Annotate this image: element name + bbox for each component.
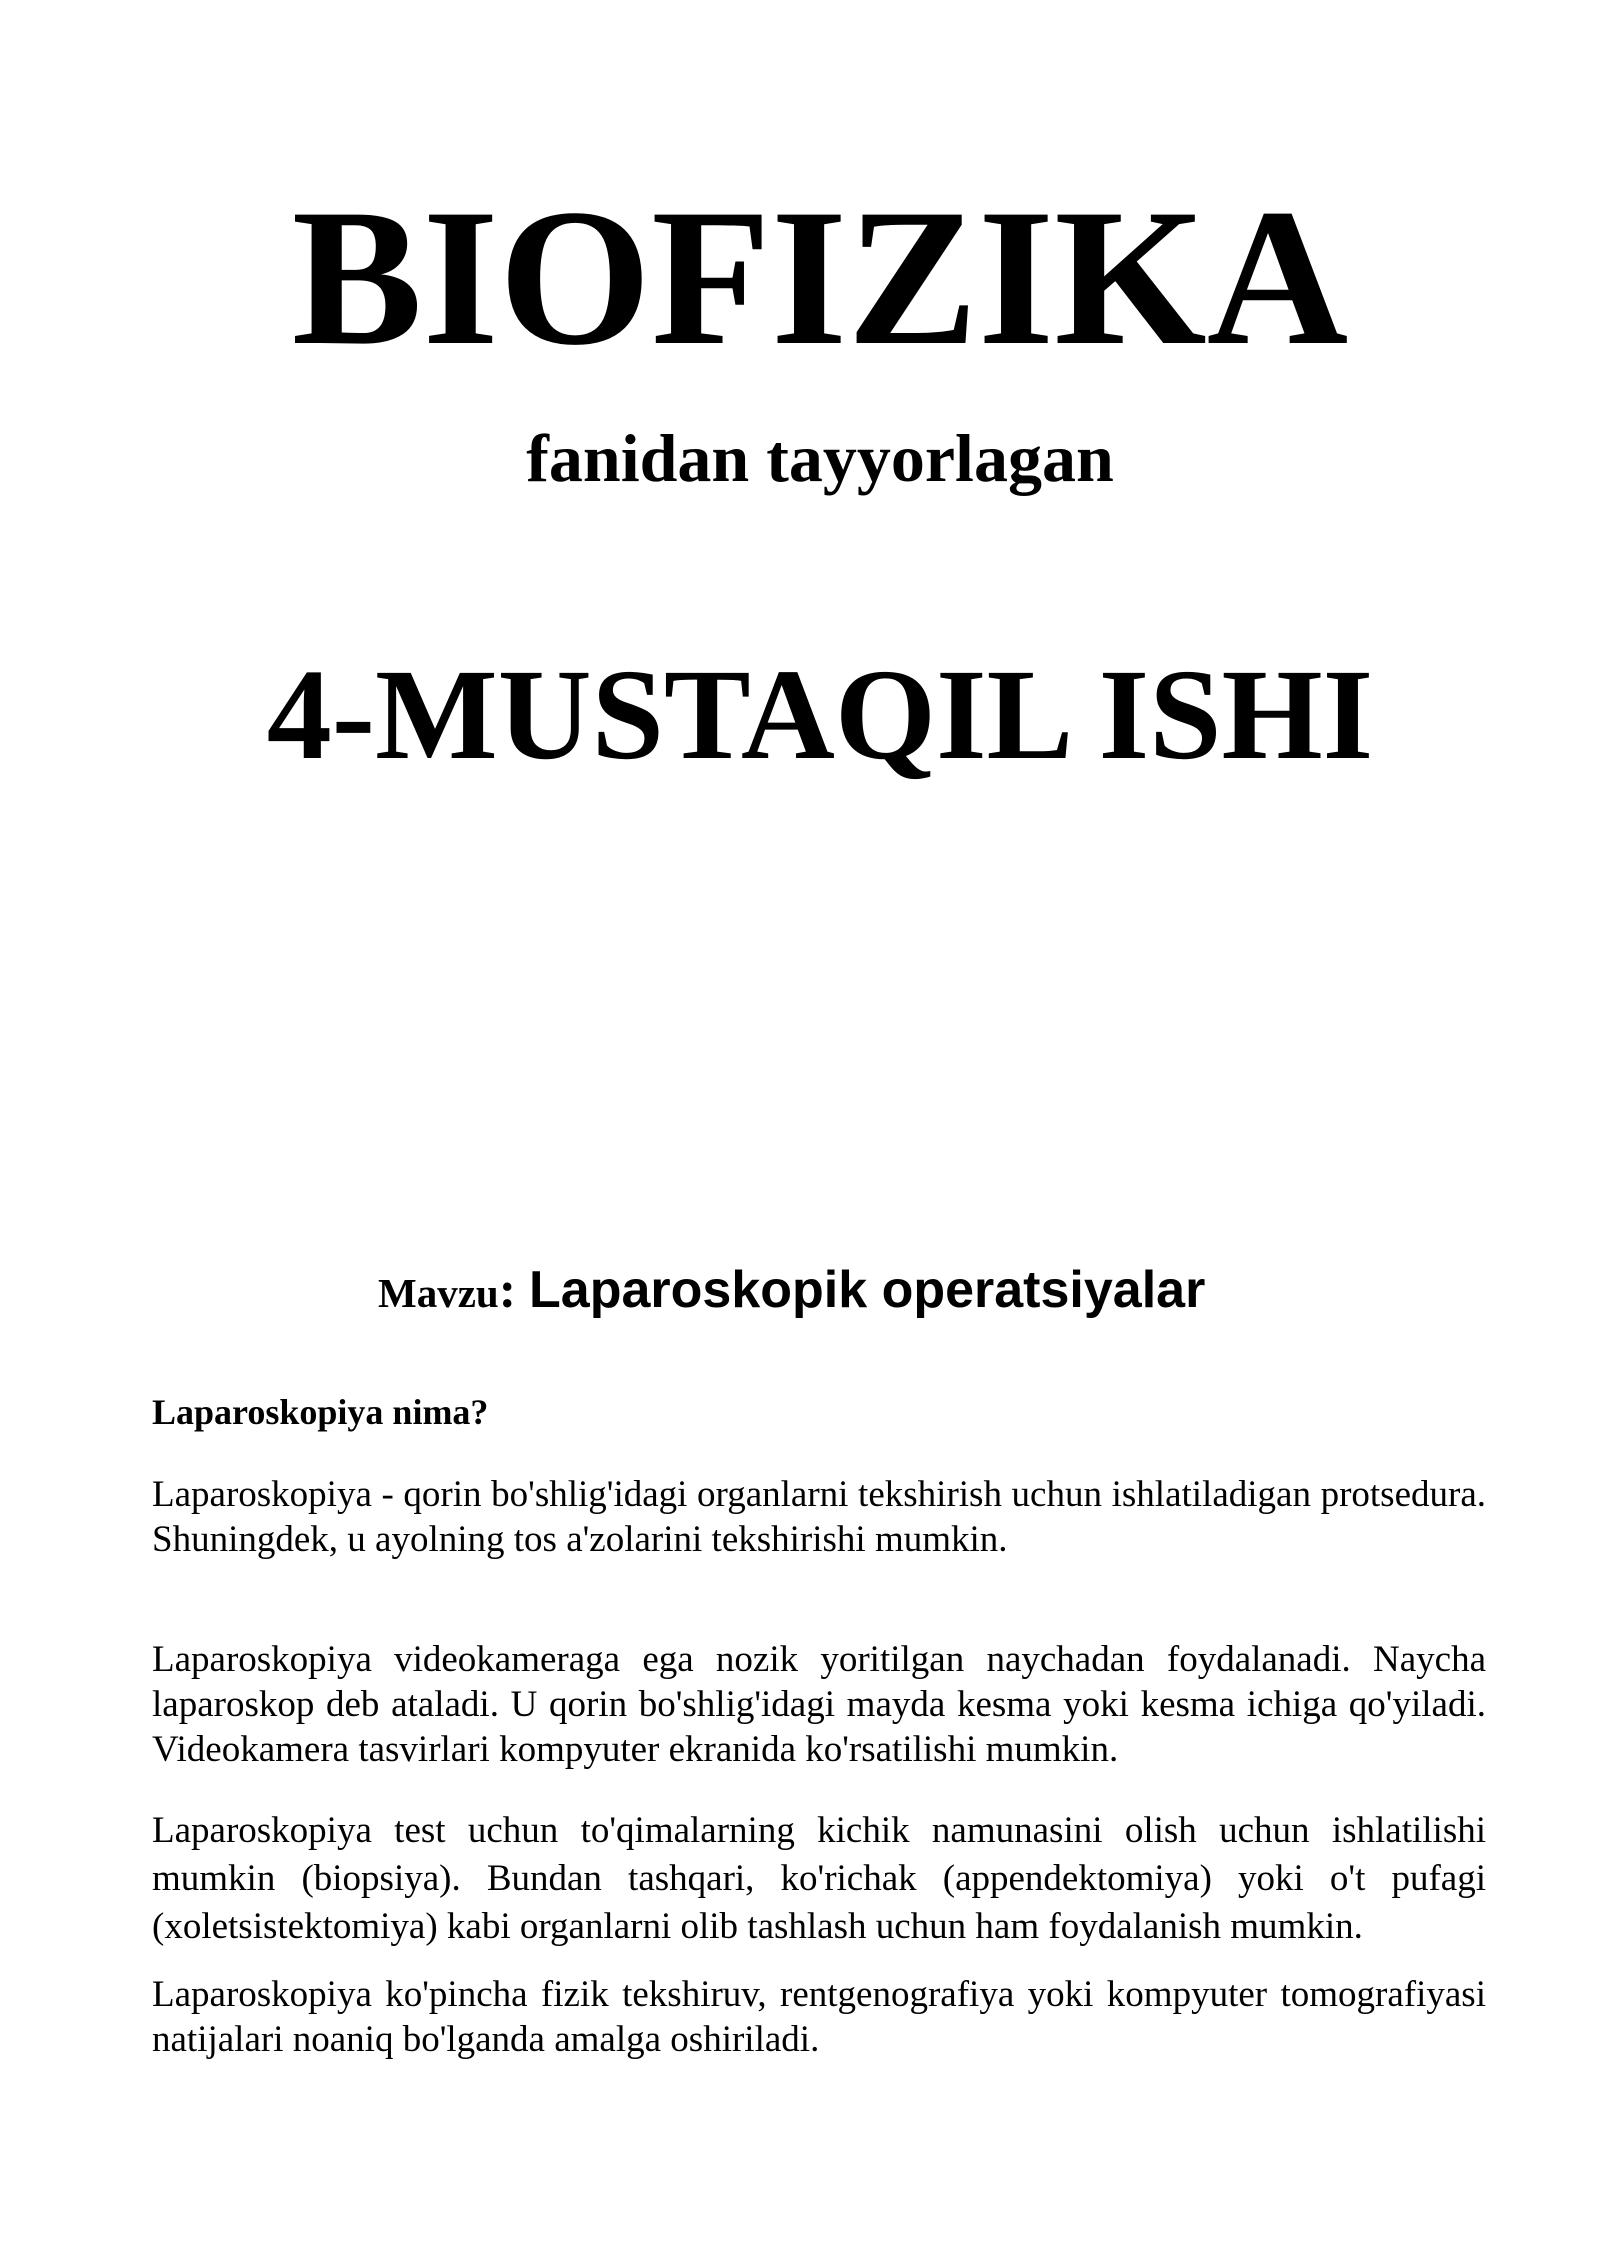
paragraph: Laparoskopiya - qorin bo'shlig'idagi organlarni tekshirish uchun ishlatiladigan protsedura. Shuningdek, u ayolning tos a'zolarini tekshirishi mumkin. bbox=[152, 1474, 1486, 1560]
document-title: BIOFIZIKA bbox=[291, 169, 1349, 386]
topic-line bbox=[378, 1260, 1205, 1320]
topic-separator: : bbox=[498, 1262, 530, 1319]
paragraph: Laparoskopiya videokameraga ega nozik yoritilgan naychadan foydalanadi. Naycha laparoskop deb ataladi. U qorin bo'shlig'idagi mayda kesma yoki kesma ichiga qo'yiladi. Videokamera tasvirlari kompyuter ekranida ko'rsatilishi mumkin. bbox=[152, 1639, 1486, 1770]
topic-label: Mavzu bbox=[378, 1270, 499, 1316]
work-title: 4-MUSTAQIL ISHI bbox=[266, 643, 1374, 787]
document-subtitle: fanidan tayyorlagan bbox=[526, 420, 1114, 496]
paragraph: Laparoskopiya test uchun to'qimalarning kichik namunasini olish uchun ishlatilishi mumkin (biopsiya). Bundan tashqari, ko'richak (appendektomiya) yoki o't pufagi (xoletsistektomiya) kabi organlarni olib tashlash uchun ham foydalanish mumkin. bbox=[152, 1810, 1486, 1947]
section-heading: Laparoskopiya nima? bbox=[152, 1392, 489, 1432]
paragraph: Laparoskopiya ko'pincha fizik tekshiruv, rentgenografiya yoki kompyuter tomografiyasi natijalari noaniq bo'lganda amalga oshiriladi. bbox=[152, 1974, 1486, 2060]
topic-value: Laparoskopik operatsiyalar bbox=[529, 1261, 1206, 1319]
